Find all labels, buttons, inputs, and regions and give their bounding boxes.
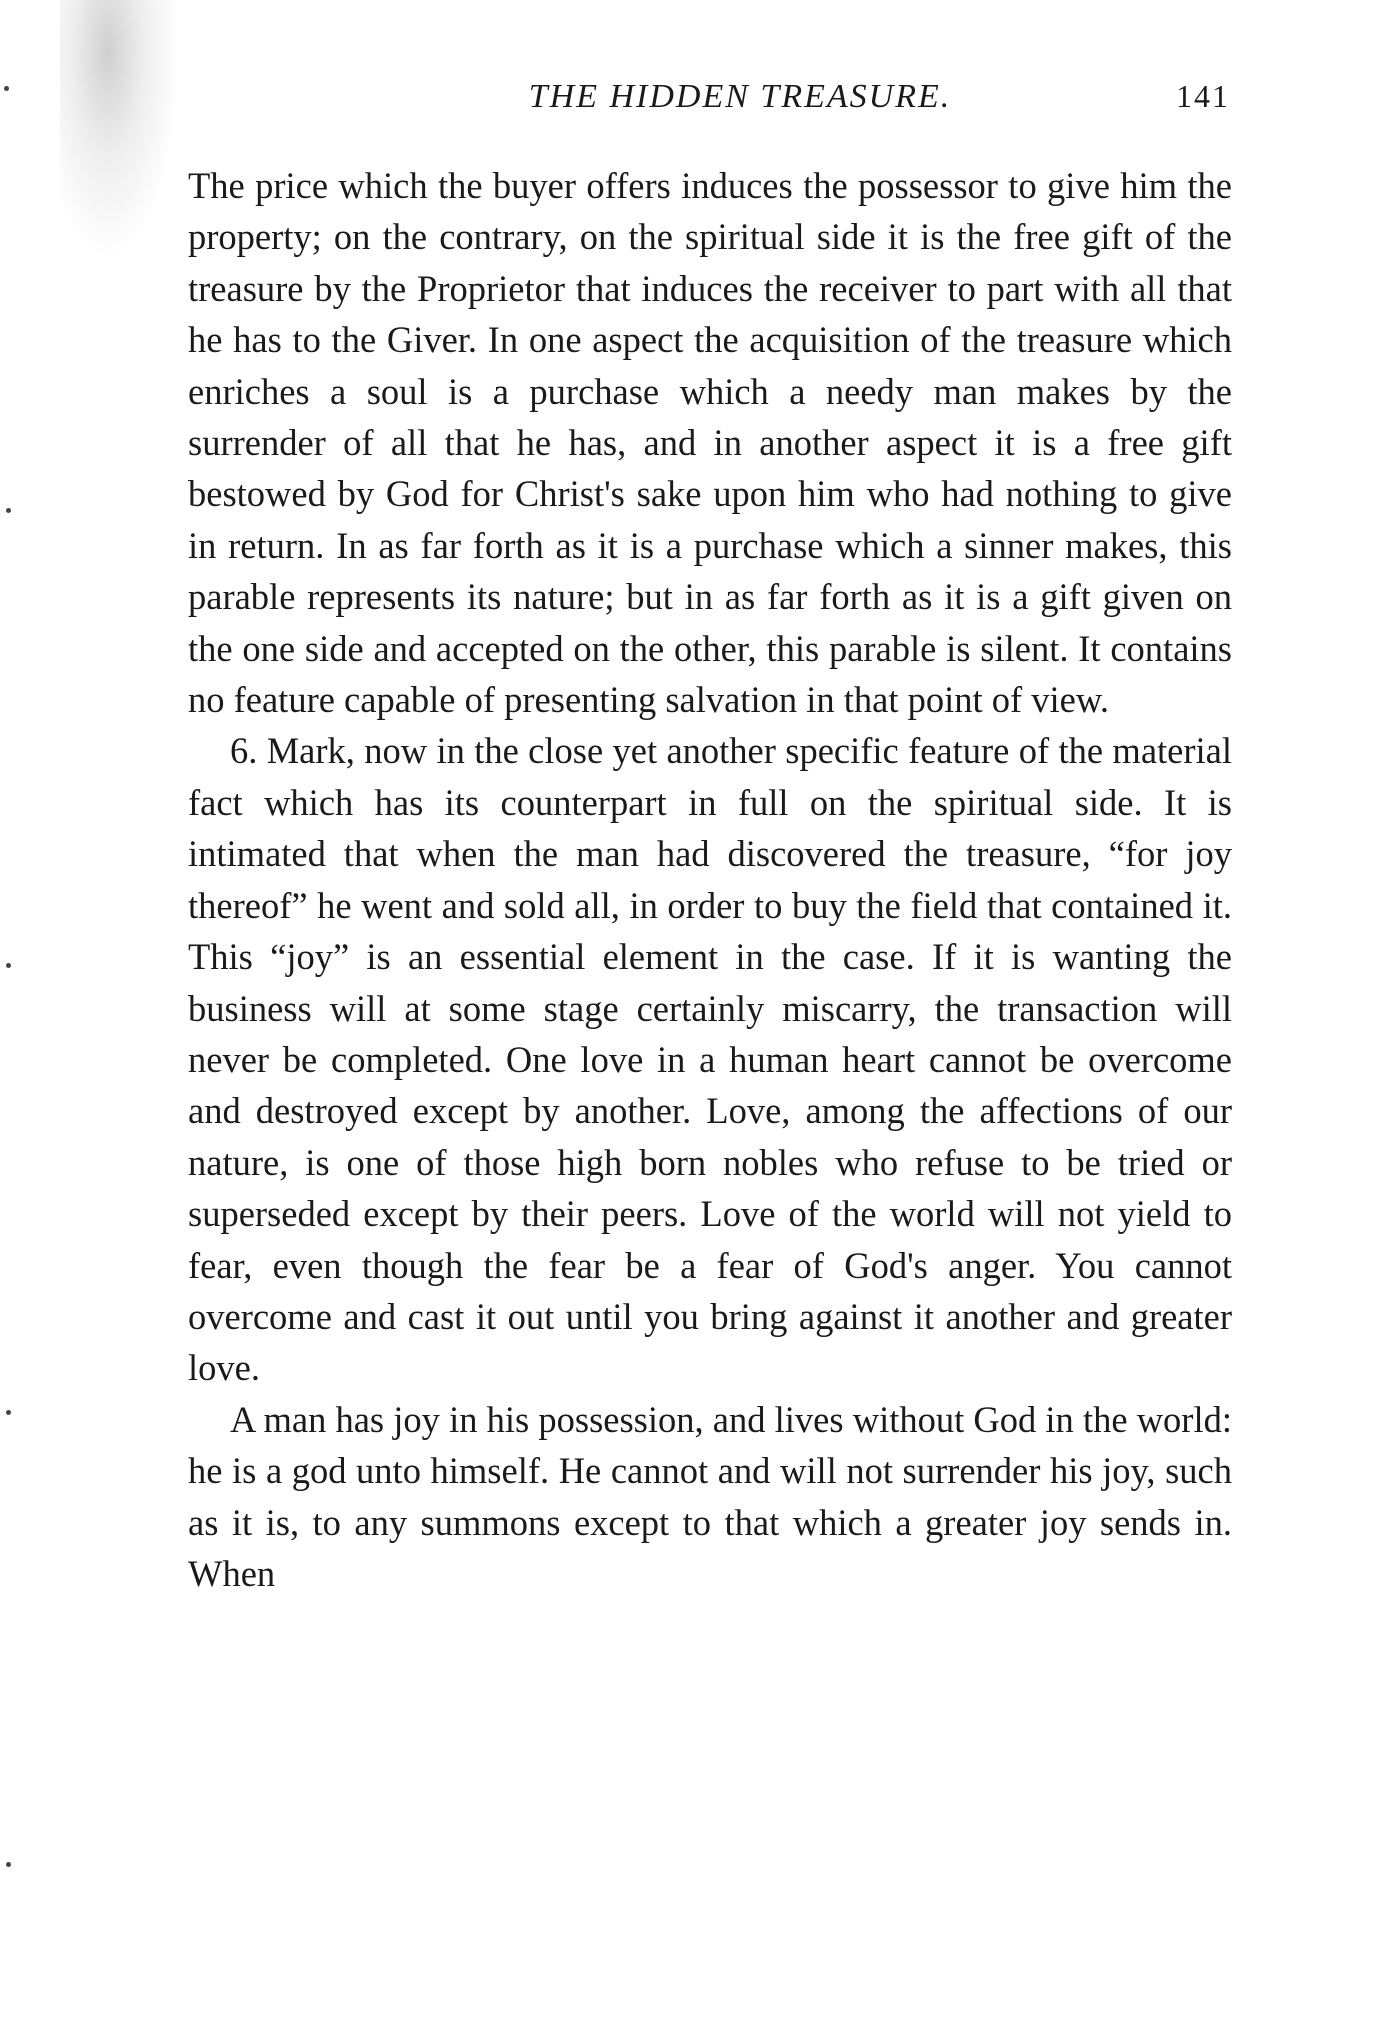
body-text [188,160,1232,1599]
page-number: 141 [1176,78,1230,114]
paragraph: 6. Mark, now in the close yet another specific feature of the material fact which has its counterpart in full on the spiritual side. It is intimated that when the man had discovered the treasure, “for joy thereof” he went and sold all, in order to buy the field that contained it. This “joy” is an essential element in the case. If it is wanting the business will at some stage certainly miscarry, the transaction will never be completed. One love in a human heart cannot be overcome and destroyed except by another. Love, among the affections of our nature, is one of those high born nobles who refuse to be tried or superseded except by their peers. Love of the world will not yield to fear, even though the fear be a fear of God's anger. You cannot overcome and cast it out until you bring against it another and greater love. [188,730,1232,1389]
margin-speck [4,86,9,91]
margin-speck [6,963,11,968]
paragraph: A man has joy in his possession, and lives without God in the world: he is a god unto himself. He cannot and will not surrender his joy, such as it is, to any summons except to that which a greater joy sends in. When [188,1398,1232,1594]
margin-speck [6,1862,11,1867]
running-head: THE HIDDEN TREASURE. [528,78,952,115]
margin-speck [6,508,11,513]
margin-speck [6,1410,11,1415]
paragraph: The price which the buyer offers induces the possessor to give him the property; on the contrary, on the spiritual side it is the free gift of the treasure by the Proprietor that induces the receiver to part with all that he has to the Giver. In one aspect the acquisition of the treasure which enriches a soul is a purchase which a needy man makes by the surrender of all that he has, and in another aspect it is a free gift bestowed by God for Christ's sake upon him who had nothing to give in return. In as far forth as it is a purchase which a sinner makes, this parable represents its nature; but in as far forth as it is a gift given on the one side and accepted on the other, this parable is silent. It contains no feature capable of presenting salvation in that point of view. [188,165,1232,721]
page-header [190,78,1230,130]
gutter-smudge [60,0,180,260]
